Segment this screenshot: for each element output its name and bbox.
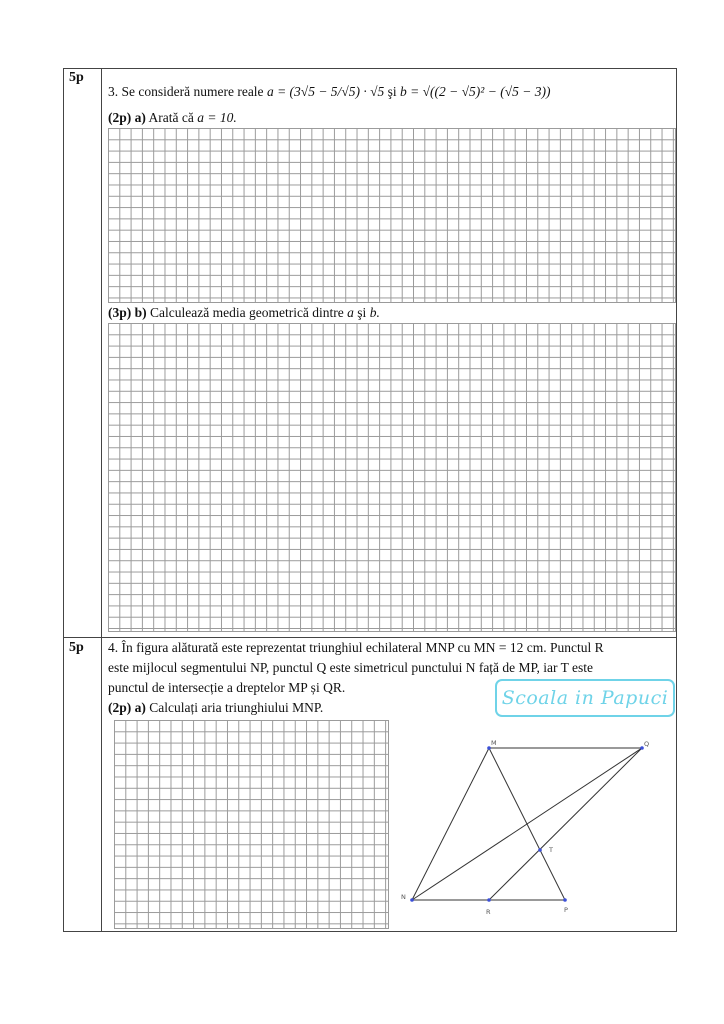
label-R: R: [486, 908, 491, 916]
point-P: [563, 898, 567, 902]
segment-MN: [412, 748, 489, 900]
segment-NQ: [412, 748, 642, 900]
point-T: [538, 848, 542, 852]
part-b-math-a: a: [347, 305, 354, 320]
answer-grid-3a[interactable]: [108, 128, 676, 303]
part4a-text: Calculați aria triunghiului MNP.: [145, 700, 324, 715]
point-N: [410, 898, 414, 902]
figure-lines: [412, 748, 642, 900]
point-R: [487, 898, 491, 902]
label-T: T: [549, 846, 553, 854]
part-b-points: (3p) b): [108, 305, 147, 320]
part-b-text: Calculează media geometrică dintre: [146, 305, 348, 320]
problem4-line2: este mijlocul segmentului NP, punctul Q este simetricul punctului N față de MP, iar T este: [108, 660, 594, 675]
problem3-part-a: [108, 108, 237, 128]
watermark-logo: Scoala in Papuci: [495, 679, 675, 717]
part-a-math: a = 10.: [197, 110, 237, 125]
points-column-divider: [101, 68, 102, 932]
problem3-statement: [108, 82, 550, 102]
expr-b: b = √((2 − √5)² − (√5 − 3)): [400, 84, 551, 99]
connector: şi: [384, 84, 401, 99]
label-P: P: [564, 906, 568, 914]
problem3-part-b: [108, 303, 380, 323]
problem4-line3: punctul de intersecție a dreptelor MP și QR.: [108, 680, 346, 695]
part-a-text: Arată că: [145, 110, 198, 125]
problem4-line1: 4. În figura alăturată este reprezentat triunghiul echilateral MNP cu MN = 12 cm. Punctul R: [108, 640, 604, 655]
part-b-math-b: b.: [369, 305, 380, 320]
answer-grid-3b[interactable]: [108, 323, 676, 632]
problem4-points: 5p: [69, 640, 84, 655]
segment-RQ: [489, 748, 642, 900]
answer-grid-4a[interactable]: [114, 720, 389, 929]
part-b-and: şi: [353, 305, 370, 320]
triangle-figure: [395, 733, 655, 923]
label-M: M: [491, 739, 497, 747]
label-Q: Q: [644, 740, 650, 748]
problem3-points: 5p: [69, 70, 84, 85]
part4a-points: (2p) a): [108, 700, 146, 715]
expr-a: a = (3√5 − 5/√5) · √5: [266, 84, 385, 99]
problem4-part-a: [108, 698, 323, 718]
part-a-points: (2p) a): [108, 110, 146, 125]
label-N: N: [401, 893, 406, 901]
problem3-intro: 3. Se consideră numere reale: [108, 84, 267, 99]
